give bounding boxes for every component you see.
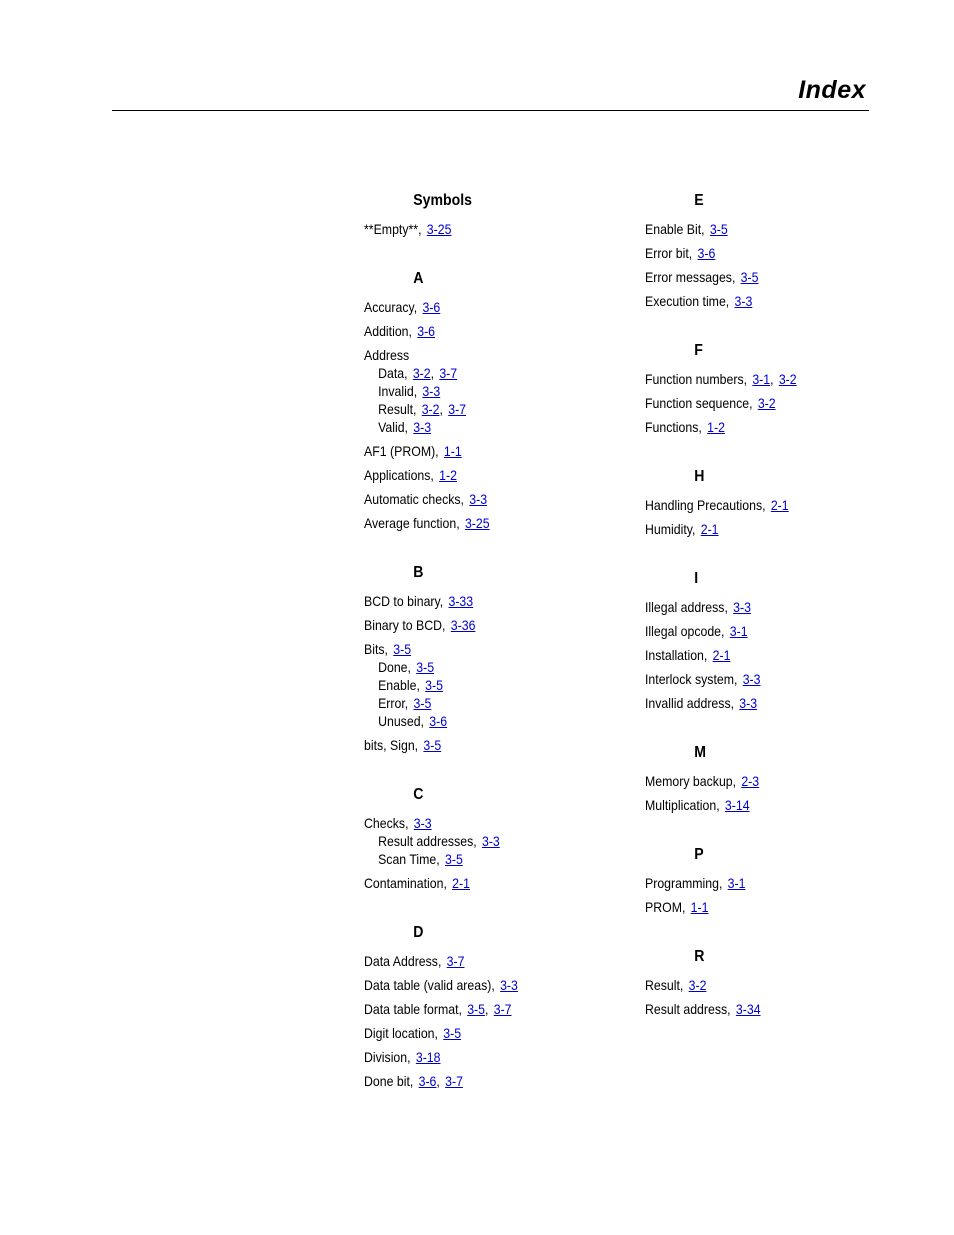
index-section-m bbox=[645, 742, 905, 814]
entry-line bbox=[364, 466, 593, 484]
section-heading: D bbox=[413, 924, 424, 941]
page-ref-link[interactable]: 2-1 bbox=[770, 497, 789, 513]
index-entry bbox=[645, 268, 874, 286]
subentry-term: Unused, bbox=[378, 713, 424, 729]
index-entry bbox=[364, 220, 593, 238]
page-ref-link[interactable]: 3-5 bbox=[740, 269, 759, 285]
entry-term: Invallid address, bbox=[645, 695, 735, 711]
ref-separator: , bbox=[770, 371, 774, 387]
entry-line bbox=[645, 646, 874, 664]
entry-line bbox=[645, 268, 874, 286]
index-section-symbols bbox=[364, 190, 624, 238]
page-ref-link[interactable]: 1-2 bbox=[439, 467, 457, 483]
entry-term: Accuracy, bbox=[364, 299, 418, 315]
entry-term: Binary to BCD, bbox=[364, 617, 446, 633]
entry-line bbox=[364, 640, 593, 658]
subentry-term: Enable, bbox=[378, 677, 420, 693]
entry-term: Division, bbox=[364, 1049, 411, 1065]
index-subentry bbox=[364, 418, 593, 436]
entry-line bbox=[645, 796, 874, 814]
index-entry bbox=[645, 694, 874, 712]
entry-line bbox=[645, 772, 874, 790]
page-ref-link[interactable]: 3-5 bbox=[709, 221, 728, 237]
index-entry bbox=[645, 220, 874, 238]
ref-separator: , bbox=[439, 401, 443, 417]
index-entry bbox=[645, 622, 874, 640]
index-entry bbox=[364, 952, 593, 970]
entry-line bbox=[364, 814, 593, 832]
section-heading: R bbox=[694, 948, 705, 965]
entry-line bbox=[364, 736, 593, 754]
index-entry bbox=[364, 466, 593, 484]
section-heading: C bbox=[413, 786, 424, 803]
entry-term: Programming, bbox=[645, 875, 723, 891]
page-ref-link[interactable]: 3-14 bbox=[724, 797, 750, 813]
page-ref-link[interactable]: 3-18 bbox=[415, 1049, 441, 1065]
page-ref-link[interactable]: 3-5 bbox=[413, 695, 432, 711]
entry-term: Digit location, bbox=[364, 1025, 438, 1041]
entry-term: Result address, bbox=[645, 1001, 731, 1017]
index-entry bbox=[645, 646, 874, 664]
page-ref-link[interactable]: 3-1 bbox=[752, 371, 771, 387]
entry-line bbox=[645, 670, 874, 688]
entry-term: bits, Sign, bbox=[364, 737, 419, 753]
index-entry bbox=[645, 874, 874, 892]
entry-line bbox=[364, 616, 593, 634]
index-entry bbox=[364, 1024, 593, 1042]
entry-line bbox=[364, 874, 593, 892]
index-entry bbox=[645, 244, 874, 262]
index-entry bbox=[364, 976, 593, 994]
index-entry bbox=[364, 616, 593, 634]
entry-line bbox=[645, 976, 874, 994]
index-entry bbox=[364, 874, 593, 892]
index-entry bbox=[364, 1048, 593, 1066]
subentry-term: Data, bbox=[378, 365, 408, 381]
entry-line bbox=[645, 292, 874, 310]
entry-line bbox=[645, 898, 874, 916]
entry-term: Contamination, bbox=[364, 875, 447, 891]
index-section-a bbox=[364, 268, 624, 532]
entry-term: Error messages, bbox=[645, 269, 736, 285]
index-entry bbox=[645, 1000, 874, 1018]
page-ref-link[interactable]: 3-7 bbox=[446, 953, 465, 969]
entry-term: Function numbers, bbox=[645, 371, 748, 387]
section-heading: A bbox=[413, 270, 424, 287]
page-ref-link[interactable]: 3-25 bbox=[426, 221, 452, 237]
entry-line bbox=[645, 694, 874, 712]
section-heading: Symbols bbox=[413, 192, 472, 209]
entry-term: Memory backup, bbox=[645, 773, 737, 789]
index-section-b bbox=[364, 562, 624, 754]
section-heading: B bbox=[413, 564, 424, 581]
entry-term: Execution time, bbox=[645, 293, 730, 309]
entry-line bbox=[364, 1072, 593, 1090]
page-ref-link[interactable]: 3-2 bbox=[421, 401, 440, 417]
entry-term: PROM, bbox=[645, 899, 686, 915]
page-ref-link[interactable]: 3-7 bbox=[493, 1001, 512, 1017]
index-entry bbox=[364, 322, 593, 340]
entry-line bbox=[364, 298, 593, 316]
index-entry bbox=[364, 490, 593, 508]
page-ref-link[interactable]: 3-34 bbox=[735, 1001, 761, 1017]
entry-line bbox=[645, 598, 874, 616]
page-ref-link[interactable]: 3-5 bbox=[443, 1025, 462, 1041]
page-ref-link[interactable]: 3-2 bbox=[412, 365, 431, 381]
entry-term: Automatic checks, bbox=[364, 491, 464, 507]
section-heading: E bbox=[694, 192, 704, 209]
page-ref-link[interactable]: 3-36 bbox=[450, 617, 476, 633]
entry-line bbox=[364, 976, 593, 994]
entry-term: Humidity, bbox=[645, 521, 696, 537]
page-ref-link[interactable]: 3-3 bbox=[481, 833, 500, 849]
page-ref-link[interactable]: 3-7 bbox=[439, 365, 458, 381]
page-ref-link[interactable]: 3-3 bbox=[500, 977, 518, 993]
page-ref-link[interactable]: 3-6 bbox=[418, 1073, 437, 1089]
index-subentry bbox=[364, 676, 593, 694]
index-section-d bbox=[364, 922, 624, 1090]
index-entry bbox=[645, 796, 874, 814]
entry-term: Address bbox=[364, 347, 410, 363]
index-entry bbox=[364, 442, 593, 460]
ref-separator: , bbox=[485, 1001, 489, 1017]
index-section-p bbox=[645, 844, 905, 916]
entry-line bbox=[364, 490, 593, 508]
page-ref-link[interactable]: 2-1 bbox=[452, 875, 470, 891]
entry-line bbox=[364, 322, 593, 340]
page-ref-link[interactable]: 3-3 bbox=[739, 695, 758, 711]
page-ref-link[interactable]: 3-2 bbox=[688, 977, 707, 993]
entry-term: Handling Precautions, bbox=[645, 497, 766, 513]
index-section-h bbox=[645, 466, 905, 538]
page-ref-link[interactable]: 3-3 bbox=[734, 293, 753, 309]
index-entry bbox=[645, 520, 874, 538]
entry-line bbox=[645, 244, 874, 262]
page-ref-link[interactable]: 3-5 bbox=[393, 641, 412, 657]
subentry-term: Done, bbox=[378, 659, 411, 675]
entry-term: Data table (valid areas), bbox=[364, 977, 495, 993]
section-heading: F bbox=[694, 342, 703, 359]
index-subentry bbox=[364, 832, 593, 850]
entry-term: Function sequence, bbox=[645, 395, 753, 411]
index-column-right bbox=[645, 190, 905, 1048]
index-section-e bbox=[645, 190, 905, 310]
page-ref-link[interactable]: 3-33 bbox=[448, 593, 474, 609]
entry-line bbox=[364, 346, 593, 364]
entry-term: **Empty**, bbox=[364, 221, 422, 237]
page-ref-link[interactable]: 3-6 bbox=[417, 323, 436, 339]
subentry-term: Result, bbox=[378, 401, 417, 417]
page-ref-link[interactable]: 1-1 bbox=[443, 443, 462, 459]
page-ref-link[interactable]: 3-25 bbox=[464, 515, 490, 531]
page-ref-link[interactable]: 1-2 bbox=[707, 419, 725, 435]
page-ref-link[interactable]: 3-6 bbox=[697, 245, 716, 261]
page-ref-link[interactable]: 3-5 bbox=[444, 851, 463, 867]
page-ref-link[interactable]: 3-1 bbox=[729, 623, 748, 639]
page-ref-link[interactable]: 3-3 bbox=[469, 491, 488, 507]
entry-line bbox=[645, 520, 874, 538]
index-entry bbox=[364, 1072, 593, 1090]
page-ref-link[interactable]: 3-5 bbox=[423, 737, 442, 753]
index-entry bbox=[645, 976, 874, 994]
page-ref-link[interactable]: 2-3 bbox=[741, 773, 760, 789]
entry-line bbox=[364, 592, 593, 610]
entry-term: Result, bbox=[645, 977, 684, 993]
section-heading: M bbox=[694, 744, 707, 761]
entry-line bbox=[645, 874, 874, 892]
subentry-term: Result addresses, bbox=[378, 833, 477, 849]
entry-term: Bits, bbox=[364, 641, 388, 657]
entry-line bbox=[364, 1024, 593, 1042]
page-ref-link[interactable]: 3-5 bbox=[416, 659, 435, 675]
entry-term: Data table format, bbox=[364, 1001, 462, 1017]
entry-line bbox=[364, 1048, 593, 1066]
entry-line bbox=[645, 394, 874, 412]
subentry-term: Valid, bbox=[378, 419, 408, 435]
entry-line bbox=[645, 370, 874, 388]
entry-term: Applications, bbox=[364, 467, 434, 483]
entry-term: AF1 (PROM), bbox=[364, 443, 439, 459]
page-ref-link[interactable]: 3-3 bbox=[413, 815, 432, 831]
index-subentry bbox=[364, 382, 593, 400]
page-ref-link[interactable]: 3-2 bbox=[757, 395, 776, 411]
index-section-i bbox=[645, 568, 905, 712]
page-ref-link[interactable]: 3-6 bbox=[422, 299, 441, 315]
entry-term: Error bit, bbox=[645, 245, 693, 261]
page-ref-link[interactable]: 1-1 bbox=[690, 899, 709, 915]
page-ref-link[interactable]: 3-7 bbox=[445, 1073, 463, 1089]
entry-line bbox=[364, 220, 593, 238]
entry-term: Average function, bbox=[364, 515, 460, 531]
index-subentry bbox=[364, 694, 593, 712]
index-entry bbox=[645, 496, 874, 514]
index-entry bbox=[364, 346, 593, 436]
index-entry bbox=[645, 394, 874, 412]
entry-line bbox=[645, 220, 874, 238]
entry-term: Installation, bbox=[645, 647, 708, 663]
entry-term: Data Address, bbox=[364, 953, 442, 969]
index-subentry bbox=[364, 850, 593, 868]
index-entry bbox=[645, 898, 874, 916]
entry-line bbox=[364, 1000, 593, 1018]
index-entry bbox=[364, 298, 593, 316]
entry-term: Multiplication, bbox=[645, 797, 720, 813]
entry-line bbox=[645, 622, 874, 640]
index-section-r bbox=[645, 946, 905, 1018]
index-subentry bbox=[364, 400, 593, 418]
index-entry bbox=[645, 370, 874, 388]
index-entry bbox=[645, 772, 874, 790]
page-ref-link[interactable]: 3-6 bbox=[429, 713, 448, 729]
page-ref-link[interactable]: 2-1 bbox=[712, 647, 731, 663]
page-ref-link[interactable]: 3-2 bbox=[778, 371, 797, 387]
page-ref-link[interactable]: 3-7 bbox=[448, 401, 467, 417]
section-heading: P bbox=[694, 846, 704, 863]
index-entry bbox=[364, 592, 593, 610]
index-entry bbox=[645, 670, 874, 688]
index-subentry bbox=[364, 658, 593, 676]
subentry-term: Invalid, bbox=[378, 383, 418, 399]
entry-line bbox=[645, 418, 874, 436]
entry-term: Done bit, bbox=[364, 1073, 414, 1089]
entry-term: Checks, bbox=[364, 815, 409, 831]
entry-line bbox=[364, 442, 593, 460]
entry-term: Functions, bbox=[645, 419, 702, 435]
page-ref-link[interactable]: 2-1 bbox=[700, 521, 719, 537]
entry-term: BCD to binary, bbox=[364, 593, 444, 609]
index-entry bbox=[364, 736, 593, 754]
title-rule bbox=[112, 110, 869, 111]
index-entry bbox=[364, 814, 593, 868]
index-entry bbox=[364, 1000, 593, 1018]
entry-term: Addition, bbox=[364, 323, 412, 339]
entry-line bbox=[645, 496, 874, 514]
subentry-term: Scan Time, bbox=[378, 851, 440, 867]
index-entry bbox=[364, 640, 593, 730]
subentry-term: Error, bbox=[378, 695, 409, 711]
page-title: Index bbox=[798, 76, 866, 104]
page-ref-link[interactable]: 3-3 bbox=[413, 419, 432, 435]
index-entry bbox=[645, 292, 874, 310]
ref-separator: , bbox=[436, 1073, 440, 1089]
page-ref-link[interactable]: 3-1 bbox=[727, 875, 746, 891]
index-entry bbox=[364, 514, 593, 532]
section-heading: H bbox=[694, 468, 705, 485]
entry-term: Interlock system, bbox=[645, 671, 738, 687]
entry-term: Enable Bit, bbox=[645, 221, 705, 237]
ref-separator: , bbox=[430, 365, 435, 381]
index-section-f bbox=[645, 340, 905, 436]
section-heading: I bbox=[694, 570, 699, 587]
index-entry bbox=[645, 418, 874, 436]
page-ref-link[interactable]: 3-3 bbox=[733, 599, 751, 615]
index-section-c bbox=[364, 784, 624, 892]
entry-line bbox=[364, 514, 593, 532]
page-ref-link[interactable]: 3-5 bbox=[467, 1001, 486, 1017]
entry-term: Illegal opcode, bbox=[645, 623, 725, 639]
index-subentry bbox=[364, 364, 593, 382]
page-ref-link[interactable]: 3-3 bbox=[422, 383, 441, 399]
entry-term: Illegal address, bbox=[645, 599, 728, 615]
index-subentry bbox=[364, 712, 593, 730]
index-column-left bbox=[364, 190, 624, 1120]
entry-line bbox=[364, 952, 593, 970]
page-ref-link[interactable]: 3-5 bbox=[425, 677, 443, 693]
page-ref-link[interactable]: 3-3 bbox=[742, 671, 761, 687]
entry-line bbox=[645, 1000, 874, 1018]
index-entry bbox=[645, 598, 874, 616]
